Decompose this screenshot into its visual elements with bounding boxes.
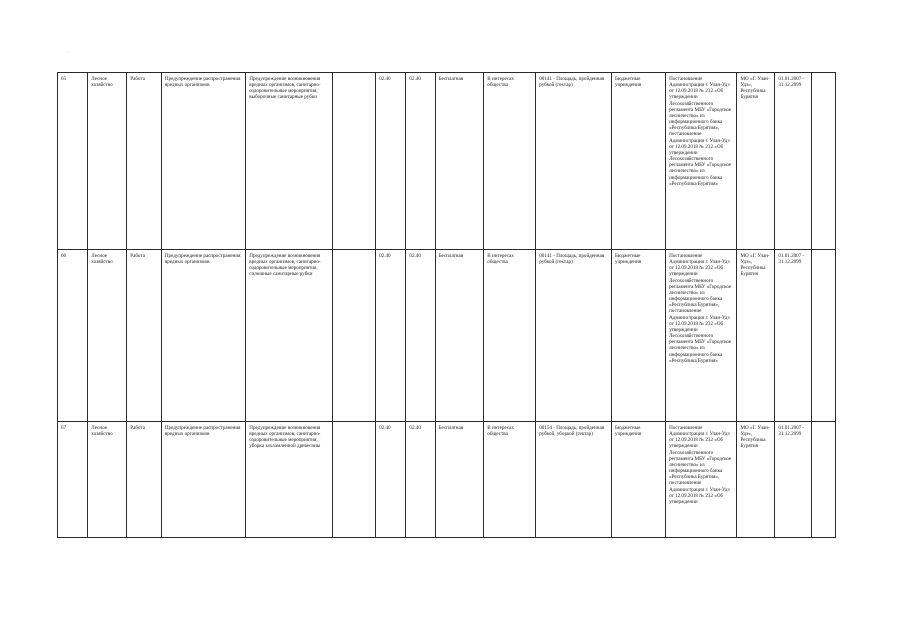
cell-empty: [332, 250, 375, 422]
cell-payment: Бесплатная: [435, 422, 484, 538]
cell-indicator: 00154 - Площадь, пройденная рубкой, уборкой (гектар): [536, 422, 612, 538]
table-row: [58, 73, 836, 250]
cell-content: Предупреждение возникновения вредных организмов, санитарно-оздоровительные мероприятия, выборочные санитарные рубки: [246, 73, 333, 250]
cell-indicator: 00141 - Площадь, пройденная рубкой (гектар): [536, 73, 612, 250]
cell-name: Предупреждение распространения вредных организмов: [161, 73, 245, 250]
cell-condition-1: 02.40: [376, 250, 406, 422]
cell-sphere: Лесное хозяйство: [88, 250, 127, 422]
cell-owner: МО «Г. Улан-Удэ», Республика Бурятия: [737, 250, 775, 422]
registry-table: [57, 72, 836, 538]
cell-period: 01.01.2007 - 31.12.2099: [775, 250, 812, 422]
cell-empty: [332, 73, 375, 250]
cell-period: 01.01.2007 - 31.12.2099: [775, 422, 812, 538]
cell-type: Работа: [127, 73, 162, 250]
cell-condition-2: 02.40: [406, 422, 435, 538]
cell-institution: Бюджетные учреждения: [611, 250, 665, 422]
cell-number: 66: [58, 250, 88, 422]
cell-acts: Постановление Администрации г. Улан-Удэ от 12.09.2018 № 232 «Об утверждении Лесохозяйственного регламента МБУ «Городское лесничество» из информационного банка «Республика Бурятия», постановление Администрации г. Улан-Удэ от 12.09.2018 № 232 «Об утверждении Лесохозяйственного регламента МБУ «Городское лесничество» из информационного банка «Республика Бурятия»: [666, 250, 737, 422]
cell-type: Работа: [127, 250, 162, 422]
table-row: [58, 422, 836, 538]
cell-sphere: Лесное хозяйство: [88, 422, 127, 538]
cell-empty: [332, 422, 375, 538]
cell-institution: Бюджетные учреждения: [611, 422, 665, 538]
cell-condition-1: 02.40: [376, 422, 406, 538]
cell-sphere: Лесное хозяйство: [88, 73, 127, 250]
cell-condition-2: 02.40: [406, 73, 435, 250]
cell-payment: Бесплатная: [435, 250, 484, 422]
cell-number: 65: [58, 73, 88, 250]
cell-condition-1: 02.40: [376, 73, 406, 250]
cell-name: Предупреждение распространения вредных организмов: [161, 422, 245, 538]
cell-consumers: В интересах общества: [484, 250, 536, 422]
cell-acts: Постановление Администрации г. Улан-Удэ от 12.09.2018 № 232 «Об утверждении Лесохозяйственного регламента МБУ «Городское лесничество» из информационного банка «Республика Бурятия», постановление Администрации г. Улан-Удэ от 12.09.2018 № 232 «Об утверждении Лесохозяйственного регламента МБУ «Городское лесничество» из информационного банка «Республика Бурятия»: [666, 73, 737, 250]
cell-owner: МО «Г. Улан-Удэ», Республика Бурятия: [737, 73, 775, 250]
cell-name: Предупреждение распространения вредных организмов: [161, 250, 245, 422]
cell-empty: [812, 73, 836, 250]
cell-period: 01.01.2007 - 31.12.2099: [775, 73, 812, 250]
cell-owner: МО «Г. Улан-Удэ», Республика Бурятия: [737, 422, 775, 538]
cell-payment: Бесплатная: [435, 73, 484, 250]
cell-condition-2: 02.40: [406, 250, 435, 422]
cell-indicator: 00141 - Площадь, пройденная рубкой (гектар): [536, 250, 612, 422]
cell-institution: Бюджетные учреждения: [611, 73, 665, 250]
table-row: [58, 250, 836, 422]
cell-content: Предупреждение возникновения вредных организмов, санитарно-оздоровительные мероприятия, уборка захламленной древесины: [246, 422, 333, 538]
cell-empty: [812, 422, 836, 538]
scan-mark: ·: [68, 50, 70, 55]
cell-number: 67: [58, 422, 88, 538]
cell-consumers: В интересах общества: [484, 73, 536, 250]
cell-acts: Постановление Администрации г. Улан-Удэ от 12.09.2018 № 232 «Об утверждении Лесохозяйственного регламента МБУ «Городское лесничество» из информационного банка «Республика Бурятия», постановление Администрации г. Улан-Удэ от 12.09.2018 № 232 «Об утверждении: [666, 422, 737, 538]
cell-empty: [812, 250, 836, 422]
cell-consumers: В интересах общества: [484, 422, 536, 538]
cell-type: Работа: [127, 422, 162, 538]
cell-content: Предупреждение возникновения вредных организмов, санитарно-оздоровительные мероприятия, сплошные санитарные рубки: [246, 250, 333, 422]
